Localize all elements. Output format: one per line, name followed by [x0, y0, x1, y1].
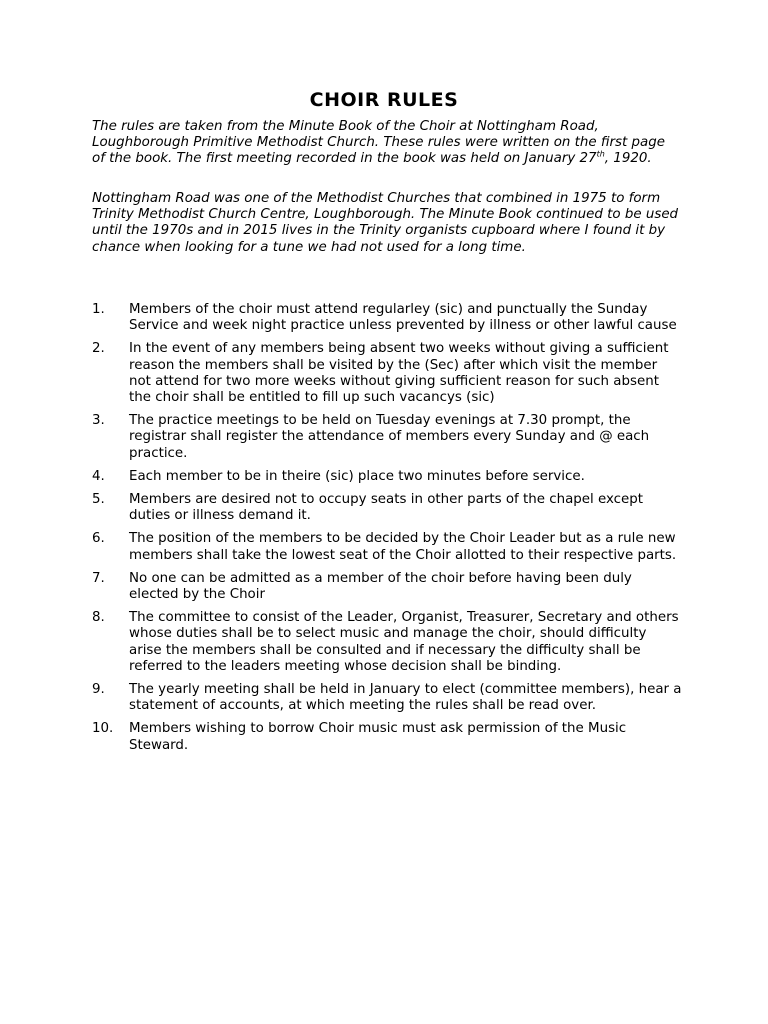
rule-item [92, 610, 682, 675]
rule-number: 3. [92, 413, 105, 429]
rule-text: Members of the choir must attend regularley (sic) and punctually the Sunday Service and week night practice unless prevented by illness or other lawful cause [129, 302, 677, 334]
intro-paragraph-history: Nottingham Road was one of the Methodist Churches that combined in 1975 to form Trinity Methodist Church Centre, Loughborough. The Minute Book continued to be used until the 1970s and in 2015 lives in the Trinity organists cupboard where I found it by chance when looking for a tune we had not used for a long time. [92, 191, 679, 255]
rule-item [92, 682, 682, 714]
rule-text: No one can be admitted as a member of the choir before having been duly elected by the Choir [129, 570, 632, 603]
intro-date-tail: , 1920. [604, 151, 652, 167]
rule-text: Members are desired not to occupy seats in other parts of the chapel except duties or illness demand it. [129, 492, 644, 524]
rule-number: 7. [92, 570, 105, 586]
rule-item [92, 302, 682, 334]
rule-item [92, 721, 682, 753]
rule-item [92, 492, 682, 524]
rule-item [92, 531, 682, 563]
rule-number: 8. [92, 610, 105, 626]
rule-text: The committee to consist of the Leader, Organist, Treasurer, Secretary and others whose duties shall be to select music and manage the choir, should difficulty arise the members shall be consulted and if necessary the difficulty shall be referred to the leaders meeting whose decision shall be binding. [129, 610, 679, 674]
rule-number: 10. [92, 721, 114, 737]
rule-item [92, 469, 682, 485]
rule-number: 6. [92, 531, 105, 547]
date-ordinal-suffix: th [596, 149, 605, 159]
rule-number: 5. [92, 492, 105, 508]
rule-text: The yearly meeting shall be held in January to elect (committee members), hear a statement of accounts, at which meeting the rules shall be read over. [129, 682, 682, 714]
rule-item [92, 413, 682, 462]
rule-number: 2. [92, 341, 105, 357]
rule-number: 1. [92, 302, 105, 317]
intro-paragraph-source [92, 119, 682, 168]
rule-text: Members wishing to borrow Choir music must ask permission of the Music Steward. [129, 721, 627, 753]
rule-text: The position of the members to be decided by the Choir Leader but as a rule new members shall take the lowest seat of the Choir allotted to their respective parts. [129, 531, 677, 563]
rule-text: The practice meetings to be held on Tuesday evenings at 7.30 prompt, the registrar shall register the attendance of members every Sunday and @ each practice. [129, 413, 650, 461]
rule-number: 4. [92, 468, 105, 484]
rules-list [92, 302, 682, 761]
rule-item [92, 571, 682, 603]
intro-text: The rules are taken from the Minute Book of the Choir at Nottingham Road, Loughborough Primitive Methodist Church. These rules were written on the first page of the book. The first meeting recorded in the book was held on January 27 [92, 119, 665, 167]
rule-text: Each member to be in theire (sic) place two minutes before service. [129, 468, 585, 484]
page-title: CHOIR RULES [309, 89, 459, 111]
rule-number: 9. [92, 682, 105, 698]
rule-text: In the event of any members being absent two weeks without giving a sufficient reason the members shall be visited by the (Sec) after which visit the member not attend for two more weeks without giving sufficient reason for such absent the choir shall be entitled to fill up such vacancys (sic) [129, 341, 669, 406]
rule-item [92, 341, 682, 406]
